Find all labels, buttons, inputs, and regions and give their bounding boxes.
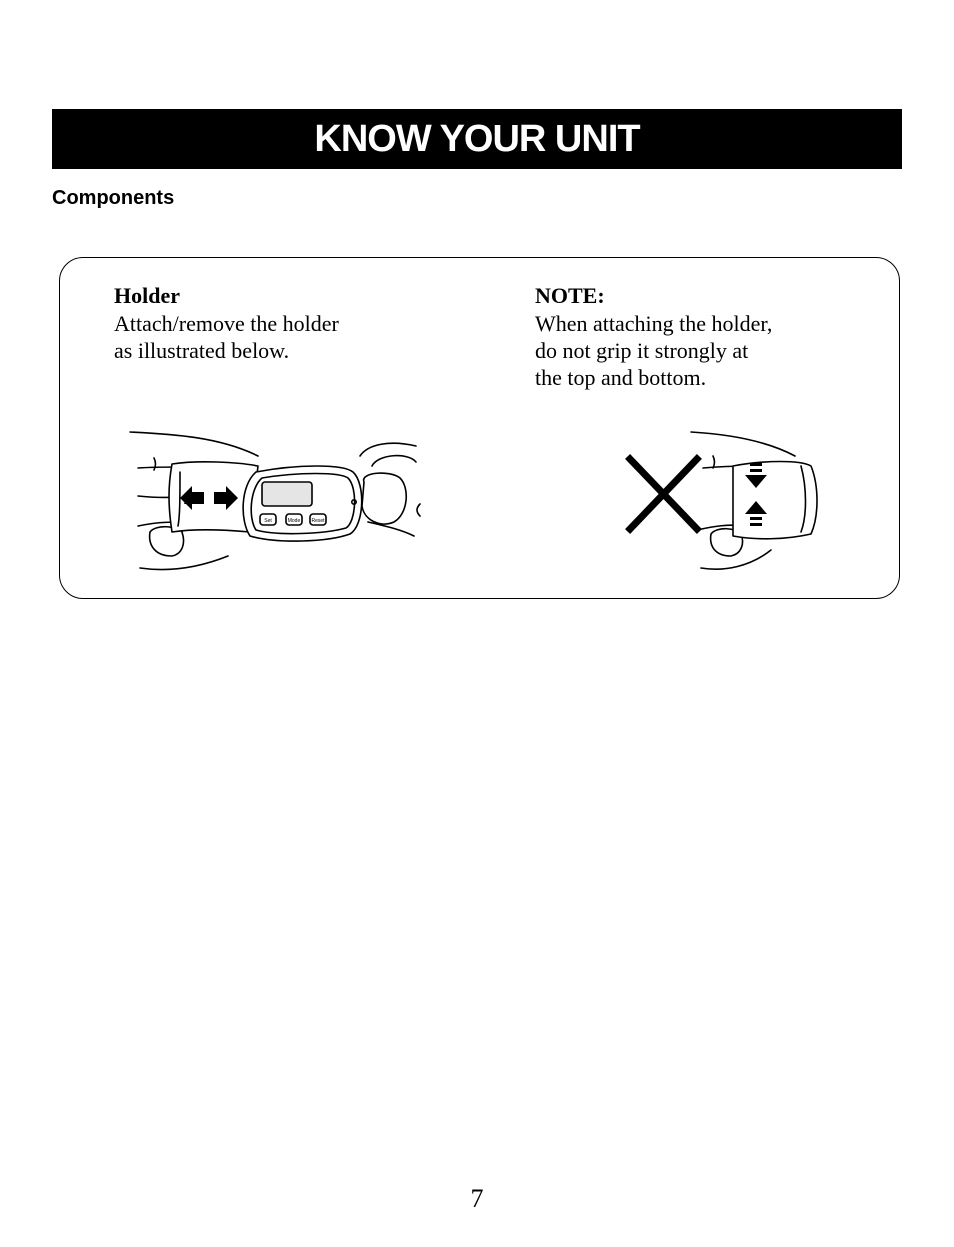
page-title: KNOW YOUR UNIT bbox=[314, 117, 640, 160]
holder-description: Attach/remove the holder as illustrated below. bbox=[114, 311, 339, 363]
page-number: 7 bbox=[470, 1184, 484, 1213]
holder-text-block bbox=[114, 282, 434, 364]
title-bar bbox=[52, 109, 902, 169]
incorrect-grip-illustration bbox=[625, 426, 825, 576]
cross-icon bbox=[630, 459, 697, 529]
holder-title: Holder bbox=[114, 283, 180, 308]
holder-panel bbox=[59, 257, 900, 599]
attach-holder-illustration bbox=[128, 426, 428, 576]
note-text-block bbox=[535, 282, 855, 391]
note-description: When attaching the holder, do not grip it strongly at the top and bottom. bbox=[535, 311, 773, 390]
device-button-label-3: Reset bbox=[311, 518, 325, 524]
section-heading: Components bbox=[52, 187, 175, 209]
device-button-label-2: Mode bbox=[287, 518, 301, 524]
note-title: NOTE: bbox=[535, 283, 605, 308]
device-button-label-1: Set bbox=[264, 518, 272, 524]
